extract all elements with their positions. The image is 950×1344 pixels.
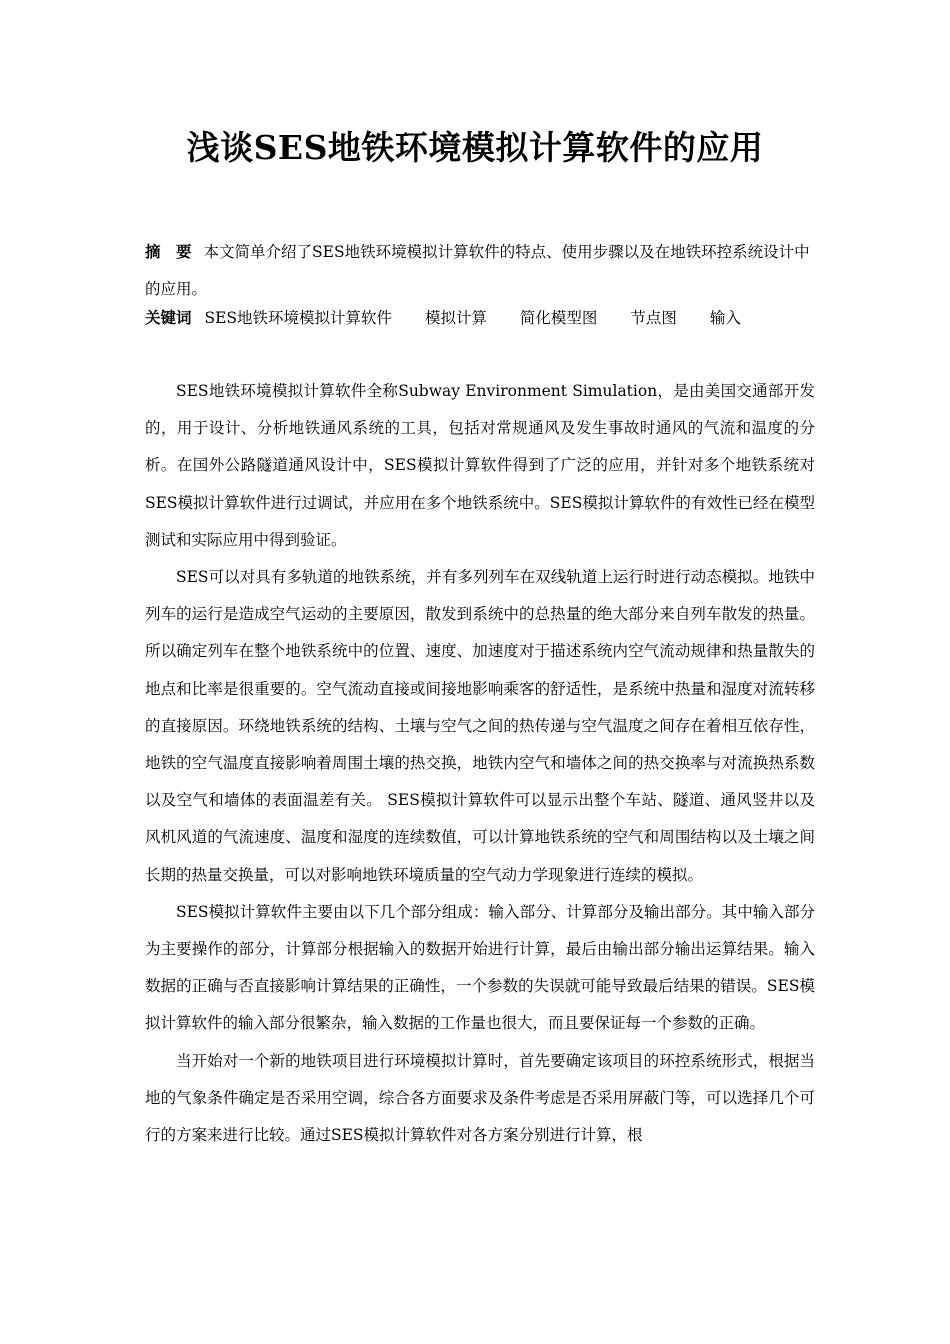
body-paragraph: SES模拟计算软件主要由以下几个部分组成：输入部分、计算部分及输出部分。其中输入部分为主要操作的部分，计算部分根据输入的数据开始进行计算，最后由输出部分输出运算结果。输入数据的正确与否直接影响计算结果的正确性，一个参数的失误就可能导致最后结果的错误。SES模拟计算软件的输入部分很繁杂，输入数据的工作量也很大，而且要保证每一个参数的正确。 bbox=[145, 902, 815, 1033]
abstract-text: 本文简单介绍了SES地铁环境模拟计算软件的特点、使用步骤以及在地铁环控系统设计中的应用。 bbox=[145, 243, 810, 298]
body-text bbox=[145, 373, 815, 1154]
body-paragraph: SES可以对具有多轨道的地铁系统，并有多列列车在双线轨道上运行时进行动态模拟。地铁中列车的运行是造成空气运动的主要原因，散发到系统中的总热量的绝大部分来自列车散发的热量。所以确定列车在整个地铁系统中的位置、速度、加速度对于描述系统内空气流动规律和热量散失的地点和比率是很重要的。空气流动直接或间接地影响乘客的舒适性，是系统中热量和湿度对流转移的直接原因。环绕地铁系统的结构、土壤与空气之间的热传递与空气温度之间存在着相互依存性，地铁的空气温度直接影响着周围土壤的热交换，地铁内空气和墙体之间的热交换率与对流换热系数以及空气和墙体的表面温差有关。 SES模拟计算软件可以显示出整个车站、隧道、通风竖井以及风机风道的气流速度、温度和湿度的连续数值，可以计算地铁系统的空气和周围结构以及土壤之间长期的热量交换量，可以对影响地铁环境质量的空气动力学现象进行连续的模拟。 bbox=[145, 568, 815, 884]
keywords-section bbox=[145, 303, 835, 333]
keywords-label: 关键词 bbox=[145, 308, 192, 327]
keyword-item: 节点图 bbox=[630, 309, 677, 327]
document-title: 浅谈SES地铁环境模拟计算软件的应用 bbox=[186, 128, 764, 167]
keyword-item: SES地铁环境模拟计算软件 bbox=[204, 309, 393, 327]
body-paragraph: 当开始对一个新的地铁项目进行环境模拟计算时，首先要确定该项目的环控系统形式，根据当地的气象条件确定是否采用空调，综合各方面要求及条件考虑是否采用屏蔽门等，可以选择几个可行的方案来进行比较。通过SES模拟计算软件对各方案分别进行计算，根 bbox=[145, 1051, 815, 1145]
body-paragraph: SES地铁环境模拟计算软件全称Subway Environment Simulation，是由美国交通部开发的，用于设计、分析地铁通风系统的工具，包括对常规通风及发生事故时通风的气流和温度的分析。在国外公路隧道通风设计中，SES模拟计算软件得到了广泛的应用，并针对多个地铁系统对SES模拟计算软件进行过调试，并应用在多个地铁系统中。SES模拟计算软件的有效性已经在模型测试和实际应用中得到验证。 bbox=[145, 382, 815, 549]
keyword-item: 简化模型图 bbox=[519, 309, 598, 327]
keyword-item: 输入 bbox=[709, 309, 741, 327]
keyword-item: 模拟计算 bbox=[424, 309, 487, 327]
abstract-section bbox=[145, 233, 815, 308]
abstract-label: 摘 要 bbox=[145, 242, 192, 261]
